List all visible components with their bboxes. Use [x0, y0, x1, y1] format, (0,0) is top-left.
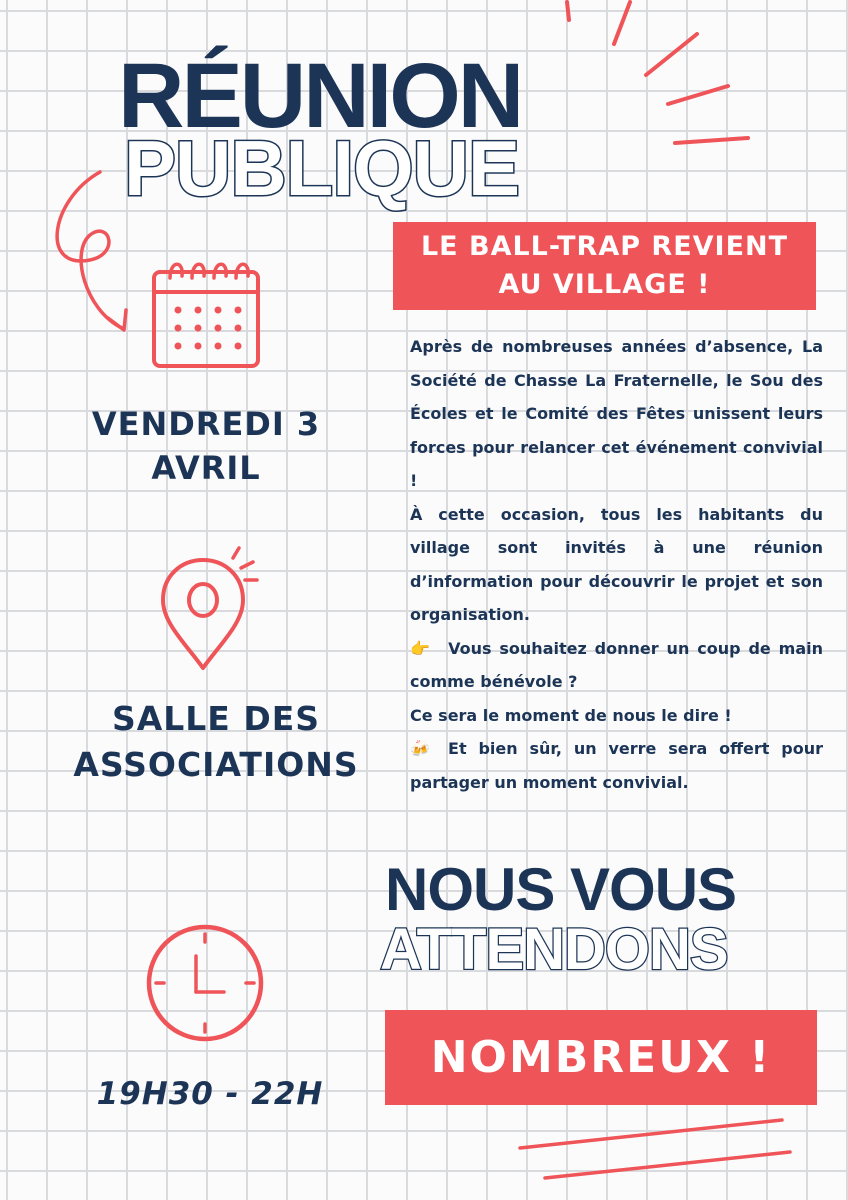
body-paragraph-3 — [410, 632, 823, 699]
date-line1: VENDREDI 3 — [91, 405, 321, 443]
beer-mugs-icon: 🍻 — [410, 739, 437, 758]
event-location — [60, 696, 372, 788]
body-paragraph-2: À cette occasion, tous les habitants du village sont invités à une réunion d’information pour découvrir le projet et son organisation. — [410, 504, 823, 624]
closing-line2: ATTENDONS — [380, 917, 728, 982]
event-date — [80, 402, 332, 490]
body-paragraph-3-text: Vous souhaitez donner un coup de main comme bénévole ? — [410, 638, 824, 691]
pointing-hand-icon: 👉 — [410, 638, 433, 658]
location-pin-icon — [155, 548, 265, 678]
clock-icon — [140, 918, 270, 1048]
date-line2: AVRIL — [151, 449, 261, 487]
title-reunion: RÉUNION — [118, 45, 522, 147]
body-text — [410, 330, 823, 799]
closing-banner: NOMBREUX ! — [385, 1010, 817, 1105]
body-paragraph-5 — [410, 732, 823, 799]
calendar-icon — [148, 258, 268, 378]
closing-line1: NOUS VOUS — [385, 856, 737, 923]
location-line2: ASSOCIATIONS — [73, 745, 359, 784]
body-paragraph-1: Après de nombreuses années d’absence, La Société de Chasse La Fraternelle, le Sou des Écoles et le Comité des Fêtes unissent leurs forces pour relancer cet événement convivial ! — [410, 337, 823, 490]
title-publique: PUBLIQUE — [124, 124, 520, 212]
headline-line1: LE BALL-TRAP REVIENT — [420, 231, 789, 262]
location-line1: SALLE DES — [111, 699, 321, 738]
body-paragraph-5-text: Et bien sûr, un verre sera offert pour partager un moment convivial. — [410, 739, 823, 792]
event-time: 19H30 - 22H — [96, 1076, 324, 1112]
headline-banner — [393, 222, 816, 310]
headline-line2: AU VILLAGE ! — [498, 269, 711, 300]
body-paragraph-4: Ce sera le moment de nous le dire ! — [410, 705, 732, 725]
